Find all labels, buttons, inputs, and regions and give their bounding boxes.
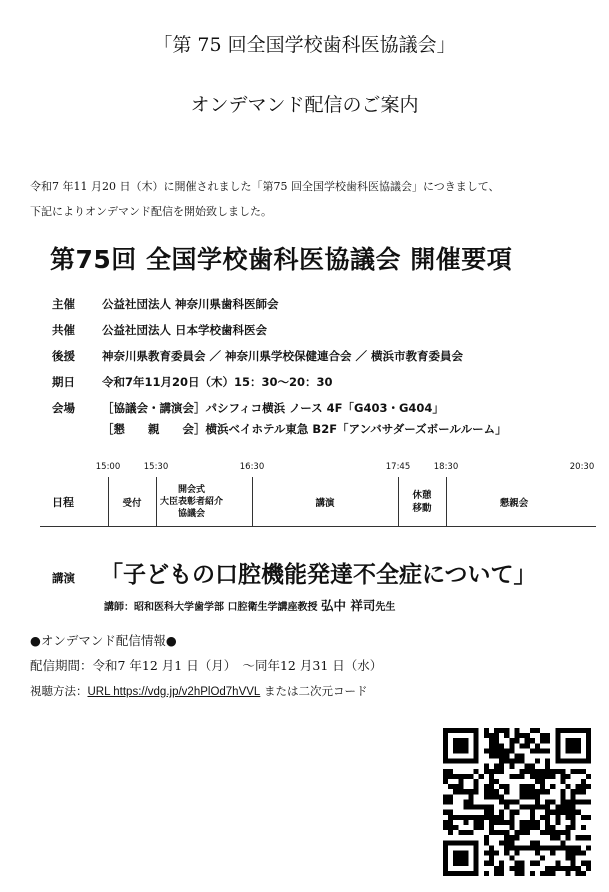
ondemand-url-link[interactable]: URL https://vdg.jp/v2hPlOd7hVVL — [87, 686, 261, 698]
ondemand-method — [30, 683, 367, 699]
detail-value: 神奈川県教育委員会 ／ 神奈川県学校保健連合会 ／ 横浜市教育委員会 — [102, 349, 464, 363]
method-label: 視聴方法： — [30, 684, 88, 698]
detail-label: 主催 — [52, 297, 75, 311]
detail-value: 公益社団法人 日本学校歯科医会 — [102, 323, 268, 337]
detail-label: 後援 — [52, 349, 75, 363]
page-title: 「第 75 回全国学校歯科医協議会」 — [153, 34, 456, 56]
schedule-block-break: 休憩 移動 — [412, 489, 432, 514]
schedule-baseline — [40, 526, 596, 527]
time-label: 16:30 — [239, 462, 265, 472]
page-subtitle: オンデマンド配信のご案内 — [190, 94, 419, 116]
time-label: 17:45 — [385, 462, 411, 472]
intro-line-2: 下記によりオンデマンド配信を開始致しました。 — [30, 205, 272, 218]
time-label: 15:30 — [143, 462, 169, 472]
speaker-name: 弘中 祥司 — [320, 598, 376, 613]
detail-value: ［懇 親 会］横浜ベイホテル東急 B2F「アンバサダーズボールルーム」 — [102, 422, 507, 436]
detail-row-organizer — [52, 296, 279, 312]
lecture-speaker — [104, 596, 395, 614]
event-heading: 第75回 全国学校歯科医協議会 開催要項 — [50, 245, 513, 274]
schedule-block-reception-party: 懇親会 — [499, 497, 529, 509]
schedule-block-reception: 受付 — [122, 497, 142, 509]
detail-row-support — [52, 348, 463, 364]
detail-label: 共催 — [52, 323, 75, 337]
schedule-block-lecture: 講演 — [315, 497, 335, 509]
method-suffix: または二次元コード — [260, 684, 368, 698]
ondemand-period: 配信期間：令和7 年12 月1 日（月） 〜同年12 月31 日（水） — [30, 658, 383, 673]
schedule-block-council: 開会式 大臣表彰者紹介 協議会 — [160, 484, 224, 519]
detail-row-venue-2 — [52, 421, 507, 437]
time-label: 20:30 — [569, 462, 595, 472]
detail-label: 期日 — [52, 375, 75, 389]
lecture-title: 「子どもの口腔機能発達不全症について」 — [100, 562, 537, 588]
detail-row-cosponsor — [52, 322, 267, 338]
detail-value: 公益社団法人 神奈川県歯科医師会 — [102, 297, 279, 311]
speaker-honorific: 先生 — [375, 602, 396, 613]
detail-value: ［協議会・講演会］パシフィコ横浜 ノース 4F「G403・G404」 — [102, 401, 444, 415]
time-label: 15:00 — [95, 462, 121, 472]
detail-row-date — [52, 374, 333, 390]
ondemand-heading: ●オンデマンド配信情報● — [30, 633, 177, 648]
schedule-timeline — [40, 462, 596, 536]
speaker-affiliation: 講師：昭和医科大学歯学部 口腔衛生学講座教授 — [104, 602, 318, 613]
detail-label: 会場 — [52, 401, 75, 415]
detail-value: 令和7年11月20日（木）15：30〜20：30 — [102, 375, 333, 389]
schedule-label: 日程 — [52, 495, 74, 509]
time-label: 18:30 — [433, 462, 459, 472]
qr-code-icon[interactable] — [443, 728, 591, 876]
lecture-label: 講演 — [52, 571, 75, 585]
detail-row-venue — [52, 400, 444, 416]
intro-line-1: 令和7 年11 月20 日（木）に開催されました「第75 回全国学校歯科医協議会」につきまして、 — [30, 180, 500, 193]
